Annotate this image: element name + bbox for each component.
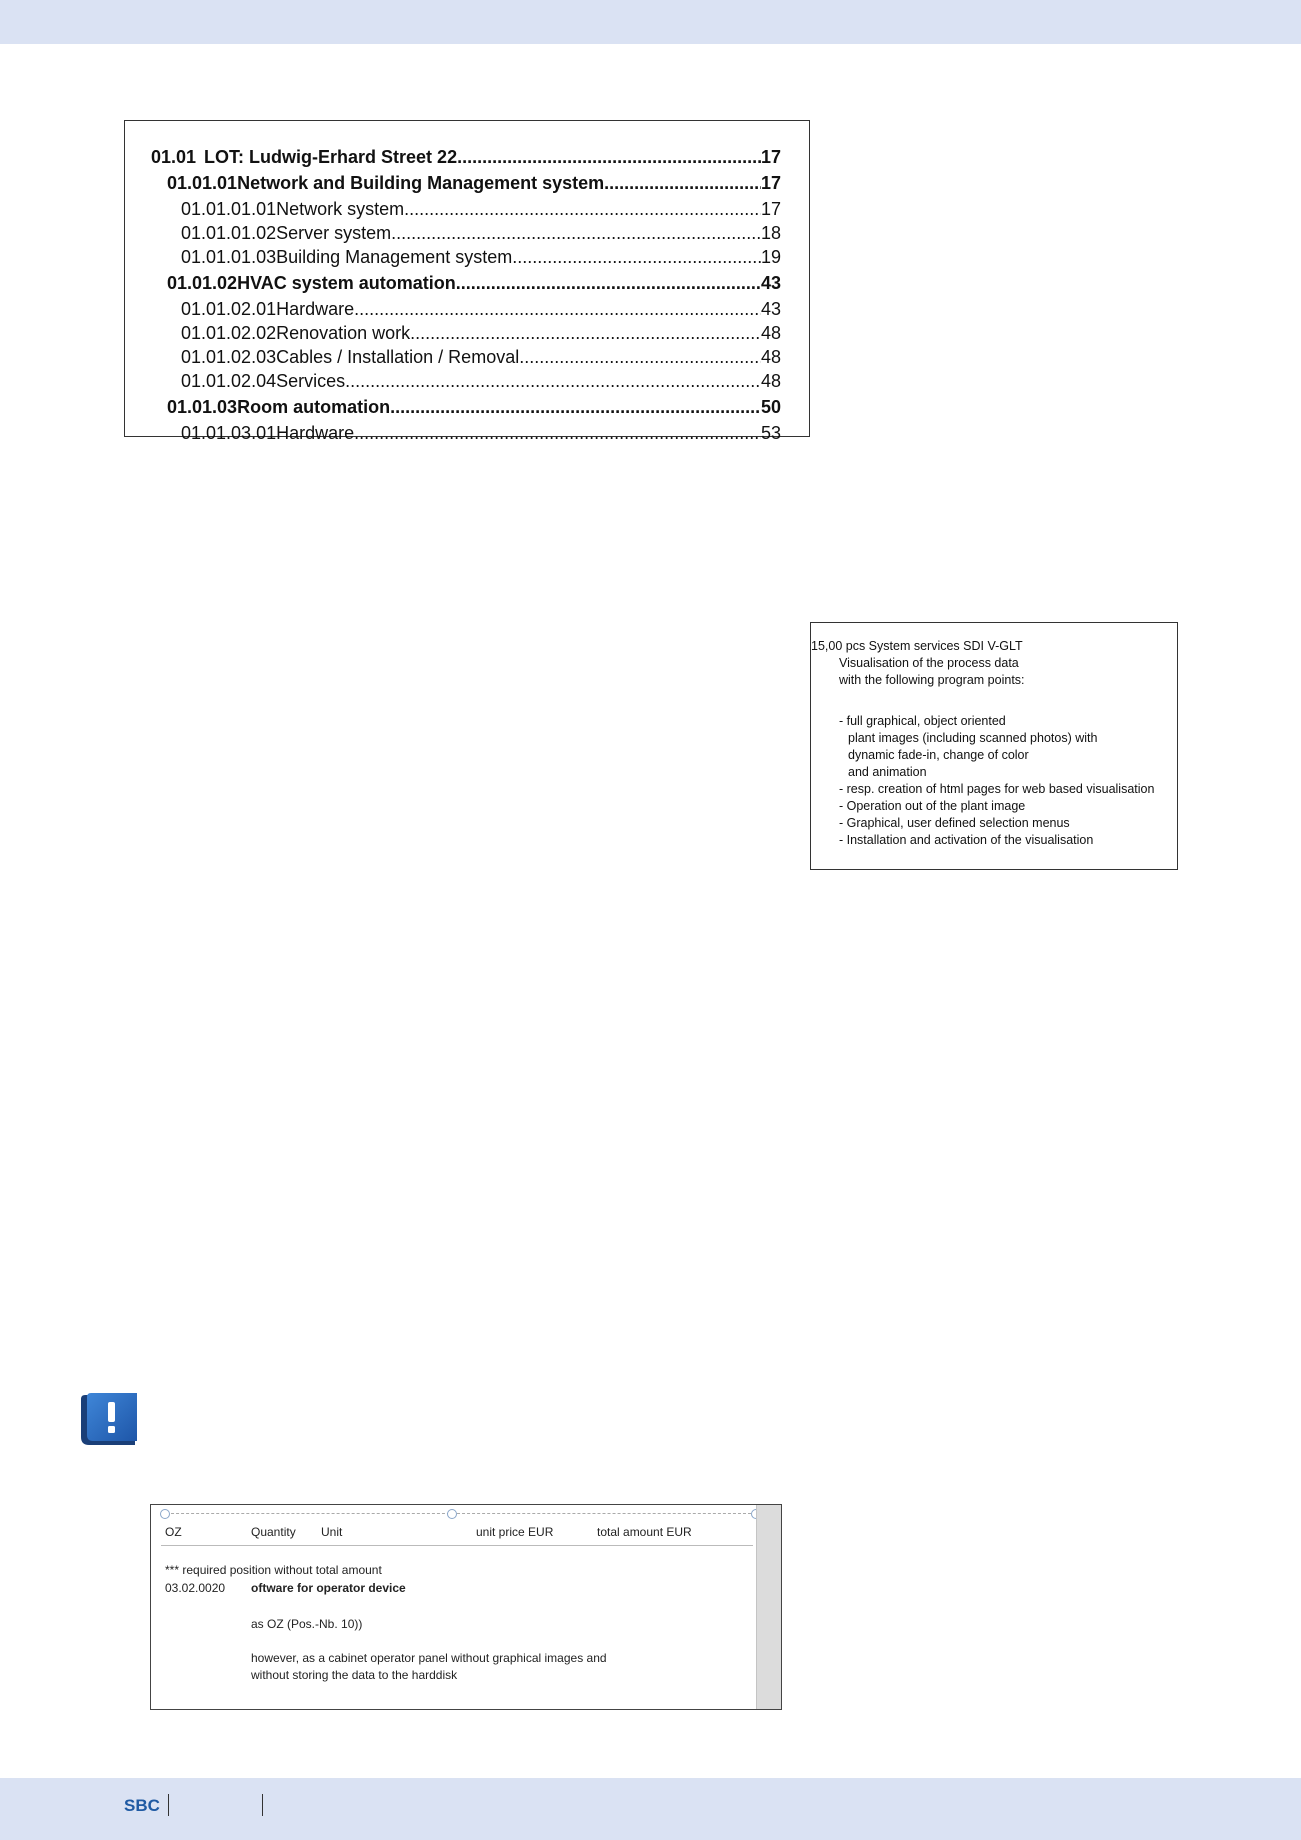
footer-brand: SBC	[124, 1796, 160, 1815]
service-line: dynamic fade-in, change of color	[848, 748, 1029, 762]
toc-leader-dots	[390, 395, 761, 419]
toc-entry-number: 01.01	[151, 147, 197, 167]
toc-entry	[181, 345, 781, 369]
toc-entry-title: LOT: Ludwig-Erhard Street 22	[204, 147, 458, 167]
toc-entry	[181, 321, 781, 345]
toc-screenshot	[124, 120, 810, 443]
toc-entry-title: Network system	[276, 199, 405, 219]
toc-entry-page: 48	[760, 371, 781, 391]
selection-handle[interactable]	[160, 1509, 170, 1519]
toc-entry-title: HVAC system automation	[237, 273, 456, 293]
toc-entry	[167, 395, 781, 419]
toc-entry-number: 01.01.01.03	[181, 247, 277, 267]
toc-entry-title: Hardware	[276, 299, 355, 319]
toc-entry-page: 48	[760, 323, 781, 343]
toc-entry-number: 01.01.02	[167, 273, 238, 293]
toc-entry-page: 17	[760, 173, 781, 193]
toc-entry-title: Server system	[276, 223, 392, 243]
position-reference: as OZ (Pos.-Nb. 10))	[251, 1617, 363, 1631]
toc-entry-number: 01.01.02.04	[181, 371, 277, 391]
column-header-unit: Unit	[321, 1525, 343, 1539]
toc-entry-title: Network and Building Management system	[237, 173, 605, 193]
toc-entry	[181, 421, 781, 445]
toc-leader-dots	[512, 245, 761, 269]
toc-entry-title: Services	[276, 371, 346, 391]
service-line: - Operation out of the plant image	[839, 799, 1026, 813]
toc-entry-number: 01.01.03	[167, 397, 238, 417]
service-line: - full graphical, object oriented	[839, 714, 1006, 728]
service-line: with the following program points:	[839, 673, 1025, 687]
header-band	[0, 0, 1301, 44]
toc-entry-number: 01.01.02.01	[181, 299, 277, 319]
required-position-note: *** required position without total amount	[165, 1563, 382, 1577]
service-line: - Graphical, user defined selection menus	[839, 816, 1070, 830]
position-description: however, as a cabinet operator panel without graphical images and	[251, 1651, 607, 1665]
toc-entry-page: 53	[760, 423, 781, 443]
toc-entry-number: 01.01.01.01	[181, 199, 277, 219]
position-description: without storing the data to the harddisk	[251, 1668, 458, 1682]
toc-entry-page: 17	[760, 199, 781, 219]
column-header-total-amount: total amount EUR	[597, 1525, 692, 1539]
exclamation-icon	[79, 1393, 137, 1447]
toc-entry-title: Room automation	[237, 397, 391, 417]
toc-leader-dots	[354, 297, 761, 321]
toc-leader-dots	[354, 421, 761, 445]
toc-entry	[167, 271, 781, 295]
header-divider	[161, 1545, 753, 1546]
toc-leader-dots	[519, 345, 761, 369]
toc-entry-number: 01.01.02.03	[181, 347, 277, 367]
toc-entry-number: 01.01.02.02	[181, 323, 277, 343]
toc-leader-dots	[410, 321, 761, 345]
toc-entry-page: 17	[760, 147, 781, 167]
service-line: Visualisation of the process data	[839, 656, 1019, 670]
service-line: - Installation and activation of the visualisation	[839, 833, 1094, 847]
toc-entry-number: 01.01.01	[167, 173, 238, 193]
system-services-screenshot	[810, 622, 1178, 870]
toc-entry	[181, 297, 781, 321]
toc-entry-title: Cables / Installation / Removal	[276, 347, 520, 367]
footer-separator	[168, 1794, 169, 1816]
position-title: oftware for operator device	[251, 1581, 406, 1595]
toc-leader-dots	[404, 197, 761, 221]
toc-entry-number: 01.01.01.02	[181, 223, 277, 243]
toc-leader-dots	[391, 221, 761, 245]
toc-entry-number: 01.01.03.01	[181, 423, 277, 443]
toc-entry-page: 50	[760, 397, 781, 417]
toc-entry	[167, 171, 781, 195]
toc-leader-dots	[604, 171, 761, 195]
selection-handle[interactable]	[447, 1509, 457, 1519]
toc-entry-title: Hardware	[276, 423, 355, 443]
toc-entry	[181, 245, 781, 269]
column-header-unit-price: unit price EUR	[476, 1525, 554, 1539]
scrollbar[interactable]	[756, 1505, 781, 1709]
toc-entry	[151, 145, 781, 169]
service-line: plant images (including scanned photos) with	[848, 731, 1098, 745]
service-line: and animation	[848, 765, 927, 779]
toc-entry-title: Building Management system	[276, 247, 513, 267]
service-line: 15,00 pcs System services SDI V-GLT	[811, 639, 1023, 653]
column-header-oz: OZ	[165, 1525, 182, 1539]
toc-entry-page: 43	[760, 299, 781, 319]
toc-entry	[181, 197, 781, 221]
toc-entry	[181, 221, 781, 245]
position-number: 03.02.0020	[165, 1581, 226, 1595]
toc-entry-title: Renovation work	[276, 323, 411, 343]
toc-entry-page: 48	[760, 347, 781, 367]
footer-band	[0, 1778, 1301, 1840]
toc-leader-dots	[456, 271, 761, 295]
toc-entry	[181, 369, 781, 393]
toc-leader-dots	[457, 145, 761, 169]
footer-separator	[262, 1794, 263, 1816]
toc-entry-page: 19	[760, 247, 781, 267]
toc-leader-dots	[345, 369, 761, 393]
toc-entry-page: 18	[760, 223, 781, 243]
position-table-screenshot	[150, 1504, 782, 1710]
column-header-quantity: Quantity	[251, 1525, 296, 1539]
service-line: - resp. creation of html pages for web based visualisation	[839, 782, 1155, 796]
toc-entry-page: 43	[760, 273, 781, 293]
